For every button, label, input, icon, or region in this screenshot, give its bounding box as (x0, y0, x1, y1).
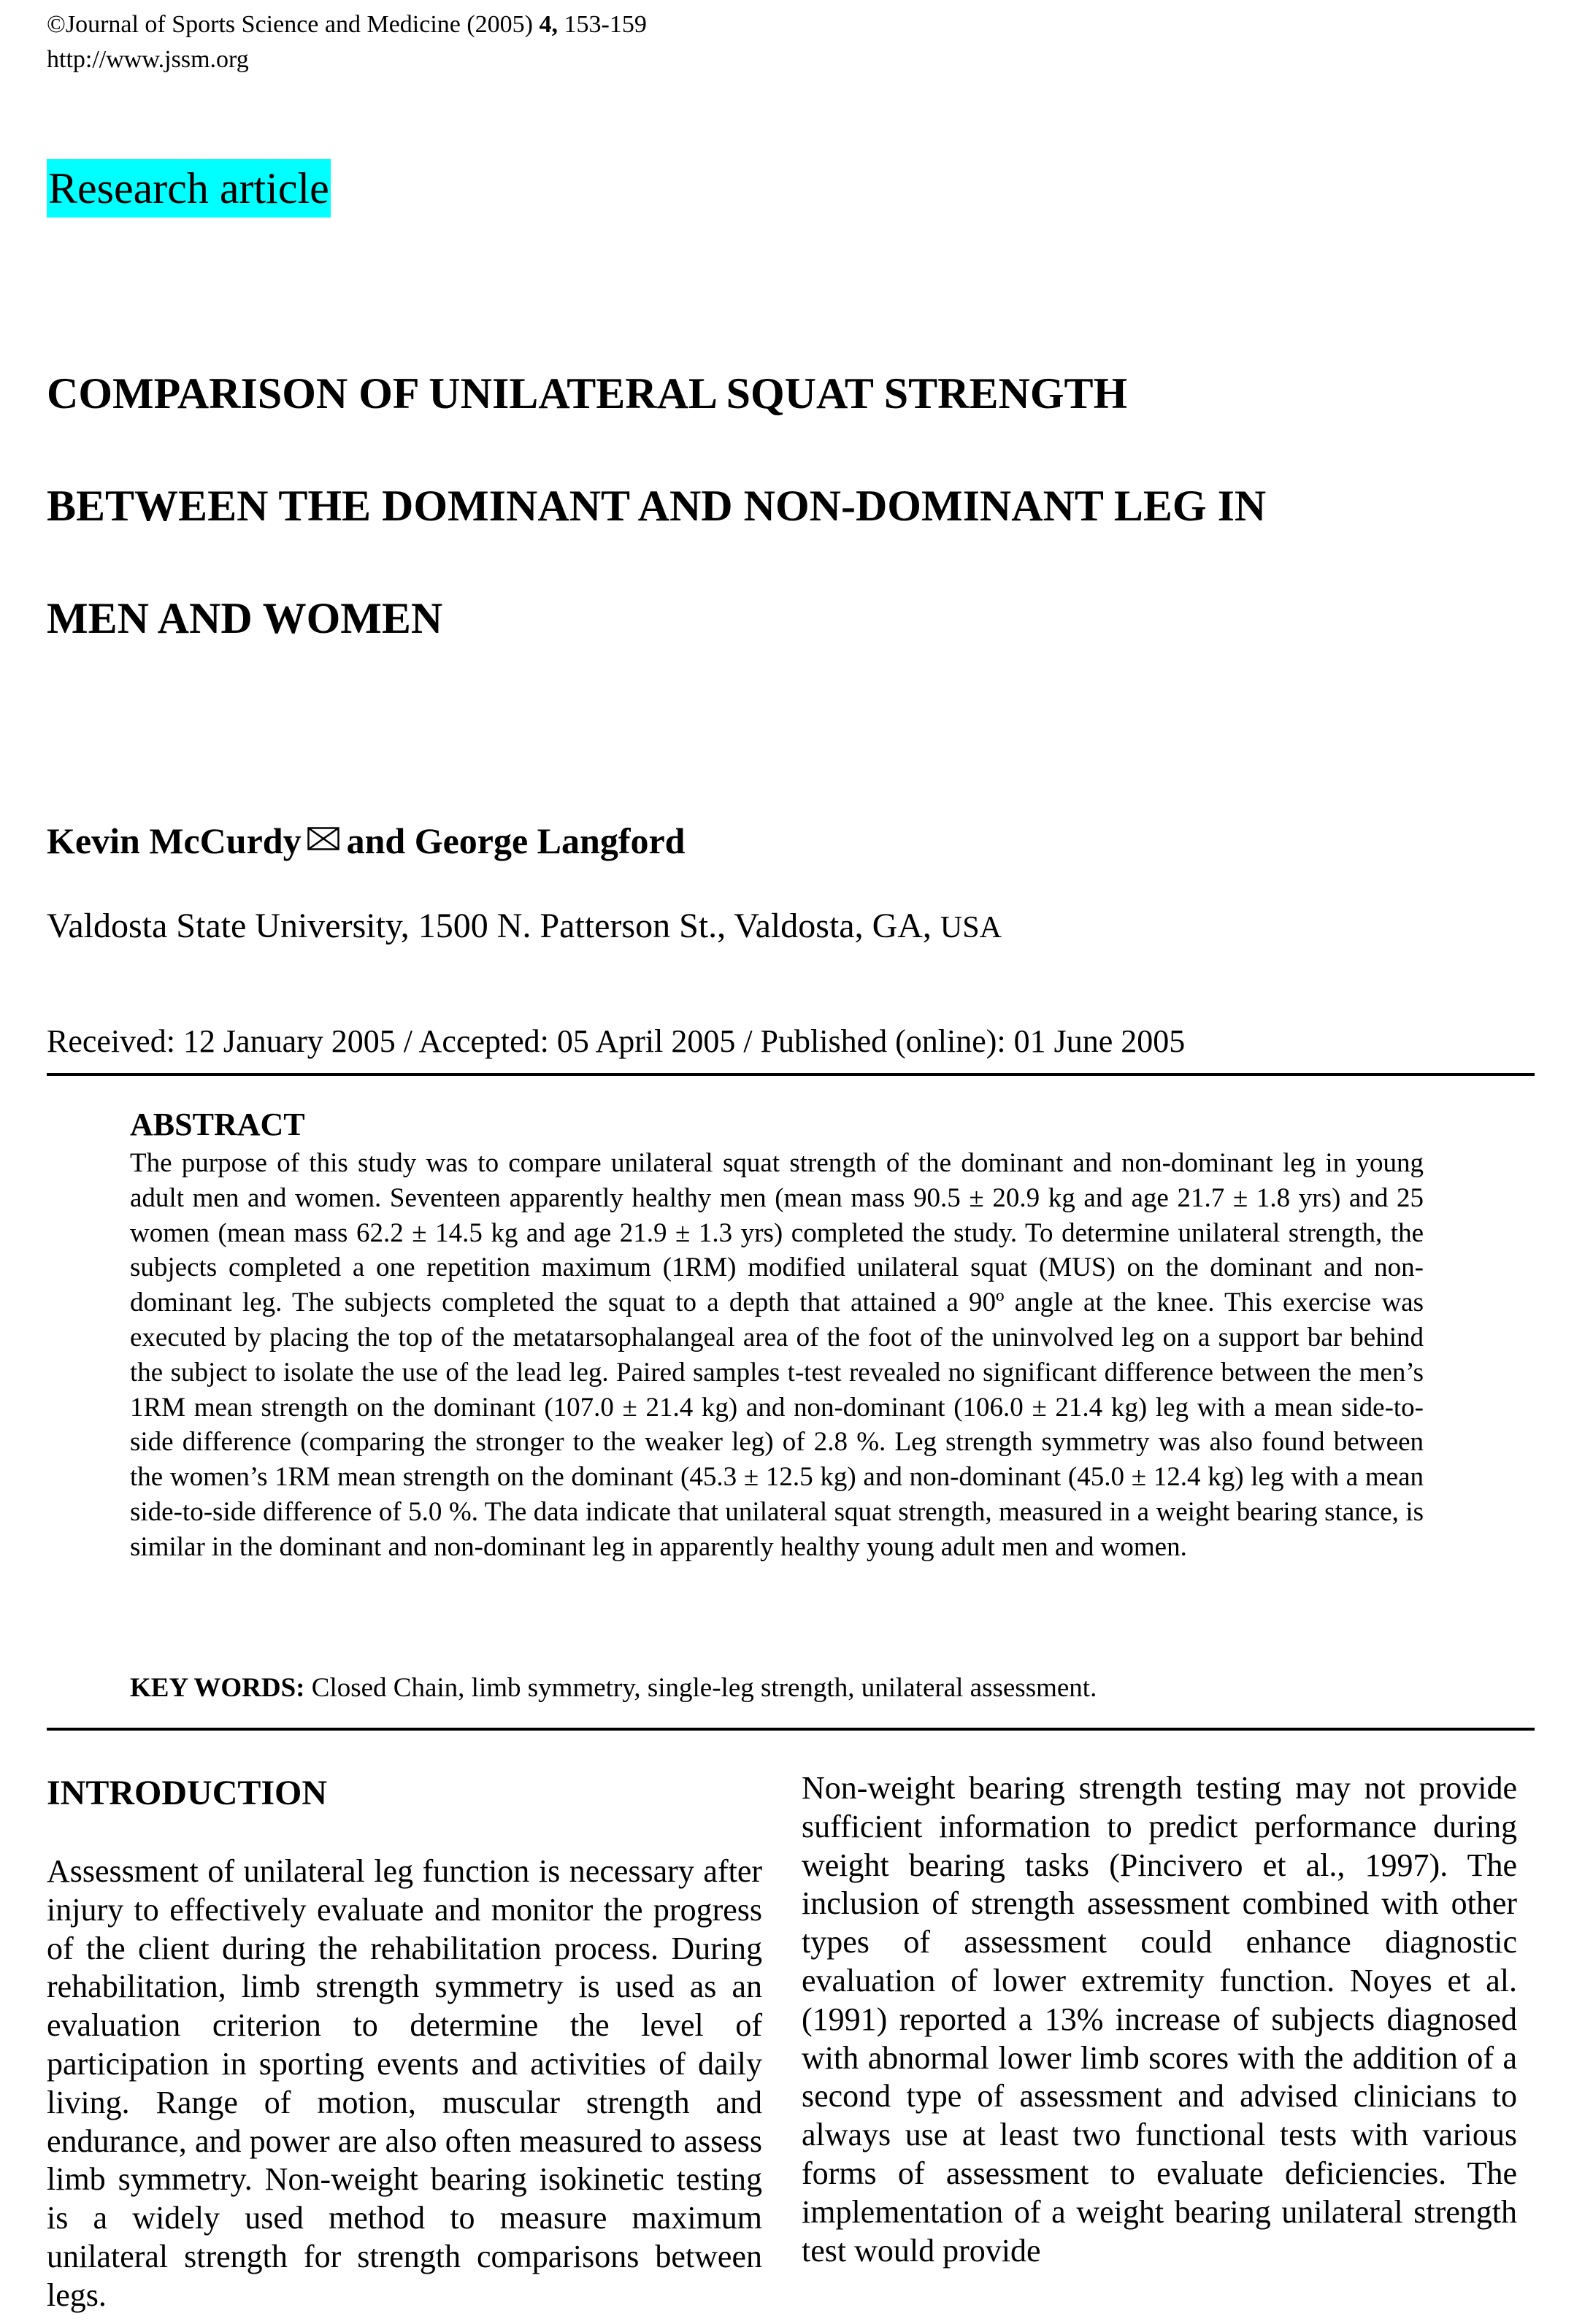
author-line (47, 816, 686, 863)
keywords-label: KEY WORDS: (130, 1673, 305, 1703)
envelope-icon[interactable] (307, 816, 339, 839)
journal-volume: 4, (539, 11, 558, 38)
affiliation (47, 905, 1002, 949)
affiliation-country: USA (940, 911, 1002, 944)
intro-column-left (47, 1852, 762, 2315)
intro-paragraph-right: Non-weight bearing strength testing may not provide sufficient information to predict performance during weight bearing tasks (Pincivero et al., 1997). The inclusion of strength assessment combined with other types of assessment could enhance diagnostic evaluation of lower extremity function. Noyes et al. (1991) reported a 13% increase of subjects diagnosed with abnormal lower limb scores with the addition of a second type of assessment and advised clinicians to always use at least two functional tests with various forms of assessment to evaluate deficiencies. The implementation of a weight bearing unilateral strength test would provide (802, 1770, 1517, 2269)
publication-dates: Received: 12 January 2005 / Accepted: 05 April 2005 / Published (online): 01 June 2005 (47, 1023, 1186, 1059)
intro-column-right (802, 1769, 1517, 2270)
journal-url[interactable]: http://www.jssm.org (47, 46, 249, 73)
abstract-text: The purpose of this study was to compare unilateral squat strength of the dominant and non-dominant leg in young adult men and women. Seventeen apparently healthy men (mean mass 90.5 ± 20.9 kg and age 21.7 ± 1.8 yrs) and 25 women (mean mass 62.2 ± 14.5 kg and age 21.9 ± 1.3 yrs) completed the study. To determine unilateral strength, the subjects completed a one repetition maximum (1RM) modified unilateral squat (MUS) on the dominant and non-dominant leg. The subjects completed the squat to a depth that attained a 90º angle at the knee. This exercise was executed by placing the top of the metatarsophalangeal area of the foot of the uninvolved leg on a support bar behind the subject to isolate the use of the lead leg. Paired samples t-test revealed no significant difference between the men’s 1RM mean strength on the dominant (107.0 ± 21.4 kg) and non-dominant (106.0 ± 21.4 kg) leg with a mean side-to-side difference (comparing the stronger to the weaker leg) of 2.8 %. Leg strength symmetry was also found between the women’s 1RM mean strength on the dominant (45.3 ± 12.5 kg) and non-dominant (45.0 ± 12.4 kg) leg with a mean side-to-side difference of 5.0 %. The data indicate that unilateral squat strength, measured in a weight bearing stance, is similar in the dominant and non-dominant leg in apparently healthy young adult men and women. (130, 1148, 1424, 1562)
journal-citation (47, 10, 647, 39)
title-line-3: MEN AND WOMEN (47, 594, 443, 642)
keywords (130, 1671, 1097, 1705)
divider-top (47, 1073, 1535, 1076)
journal-citation-prefix: ©Journal of Sports Science and Medicine (2005) (47, 11, 540, 38)
keywords-list: Closed Chain, limb symmetry, single-leg strength, unilateral assessment. (304, 1673, 1097, 1703)
affiliation-main: Valdosta State University, 1500 N. Patterson St., Valdosta, GA, (47, 907, 940, 945)
author-primary: Kevin McCurdy (47, 820, 302, 861)
abstract-heading: ABSTRACT (130, 1107, 305, 1142)
title-line-2: BETWEEN THE DOMINANT AND NON-DOMINANT LEG IN (47, 482, 1267, 530)
article-type-badge: Research article (47, 159, 331, 218)
author-secondary: and George Langford (346, 820, 686, 861)
divider-bottom (47, 1728, 1535, 1731)
journal-pages: 153-159 (558, 11, 647, 38)
introduction-heading: INTRODUCTION (47, 1774, 328, 1812)
title-line-1: COMPARISON OF UNILATERAL SQUAT STRENGTH (47, 369, 1128, 418)
intro-paragraph-left: Assessment of unilateral leg function is necessary after injury to effectively evaluate and monitor the progress of the client during the rehabilitation process. During rehabilitation, limb strength symmetry is used as an evaluation criterion to determine the level of participation in sporting events and activities of daily living. Range of motion, muscular strength and endurance, and power are also often measured to assess limb symmetry. Non-weight bearing isokinetic testing is a widely used method to measure maximum unilateral strength for strength comparisons between legs. (47, 1853, 762, 2313)
